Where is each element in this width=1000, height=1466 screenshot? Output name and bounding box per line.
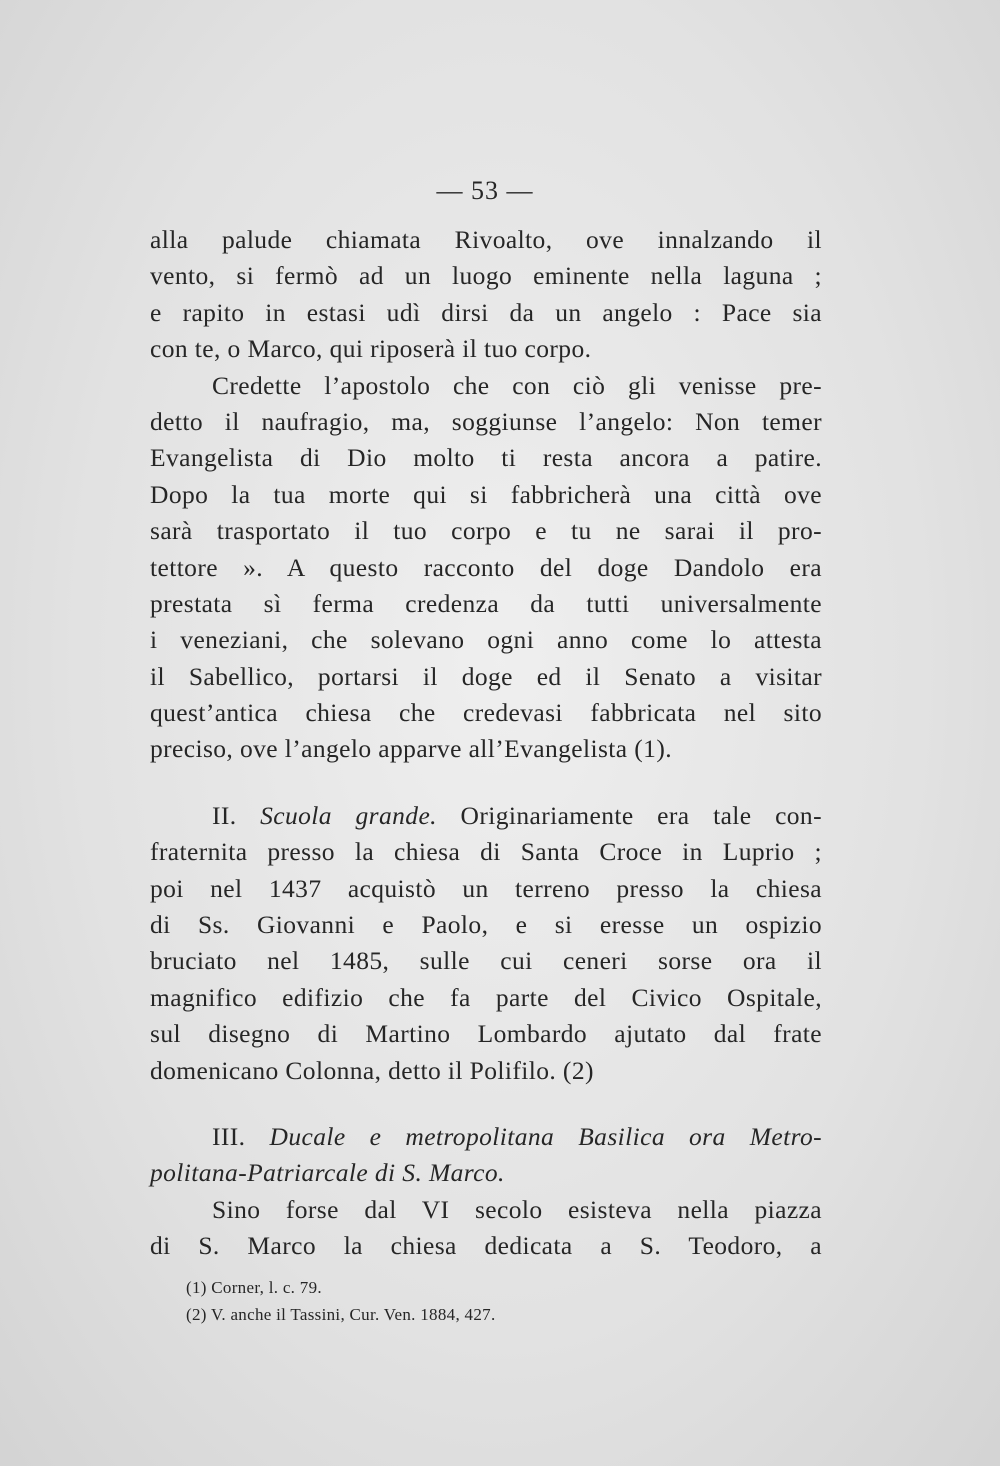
text-line: bruciato nel 1485, sulle cui ceneri sorse ora il [150, 946, 822, 976]
footnotes [186, 1274, 746, 1328]
text-line: preciso, ove l’angelo apparve all’Evangelista (1). [150, 734, 672, 764]
body-text [150, 222, 822, 1265]
paragraph-1 [150, 222, 822, 368]
text-line: Evangelista di Dio molto ti resta ancora a patire. [150, 443, 822, 473]
text-line: poi nel 1437 acquistò un terreno presso la chiesa [150, 873, 822, 903]
text-line: e rapito in estasi udì dirsi da un angelo : Pace sia [150, 297, 822, 327]
paragraph-gap [150, 1089, 822, 1119]
page-number: — 53 — [436, 176, 534, 205]
paragraph-2 [150, 368, 822, 768]
text-line: Sino forse dal VI secolo esisteva nella piazza [212, 1194, 822, 1224]
footnote-2: (2) V. anche il Tassini, Cur. Ven. 1884, 427. [186, 1305, 496, 1324]
section-iii-heading [150, 1119, 822, 1192]
footnote-1: (1) Corner, l. c. 79. [186, 1278, 322, 1297]
text-run: Originariamente era tale con- [460, 800, 822, 830]
section-number: II. [212, 800, 237, 830]
text-line: sul disegno di Martino Lombardo ajutato dal frate [150, 1019, 822, 1049]
text-line: di S. Marco la chiesa dedicata a S. Teodoro, a [150, 1231, 822, 1261]
text-line: i veneziani, che solevano ogni anno come lo attesta [150, 625, 822, 655]
section-title: Scuola grande. [260, 800, 437, 830]
paragraph-gap [150, 768, 822, 798]
text-line: di Ss. Giovanni e Paolo, e si eresse un ospizio [150, 910, 822, 940]
text-line: detto il naufragio, ma, soggiunse l’angelo: Non temer [150, 406, 822, 436]
section-title: Ducale e metropolitana Basilica ora Metro- [269, 1121, 822, 1151]
section-ii [150, 798, 822, 1089]
section-ii-first-line [150, 798, 822, 834]
text-line: domenicano Colonna, detto il Polifilo. (2) [150, 1055, 594, 1085]
text-line: sarà trasportato il tuo corpo e tu ne sarai il pro- [150, 516, 822, 546]
text-line: Dopo la tua morte qui si fabbricherà una città ove [150, 479, 822, 509]
text-line: fraternita presso la chiesa di Santa Croce in Luprio ; [150, 837, 822, 867]
text-line: con te, o Marco, qui riposerà il tuo corpo. [150, 334, 592, 364]
paragraph-5 [150, 1192, 822, 1265]
text-line: prestata sì ferma credenza da tutti universalmente [150, 588, 822, 618]
section-number: III. [212, 1121, 246, 1151]
text-line: il Sabellico, portarsi il doge ed il Senato a visitar [150, 661, 822, 691]
text-line: alla palude chiamata Rivoalto, ove innalzando il [150, 225, 822, 254]
section-title-continued: politana-Patriarcale di S. Marco. [150, 1158, 505, 1188]
text-line: quest’antica chiesa che credevasi fabbricata nel sito [150, 698, 822, 728]
text-line: Credette l’apostolo che con ciò gli venisse pre- [212, 370, 822, 400]
section-iii-first-line [150, 1119, 822, 1155]
text-line: vento, si fermò ad un luogo eminente nella laguna ; [150, 261, 822, 291]
text-line: tettore ». A questo racconto del doge Dandolo era [150, 552, 822, 582]
text-line: magnifico edifizio che fa parte del Civico Ospitale, [150, 982, 822, 1012]
